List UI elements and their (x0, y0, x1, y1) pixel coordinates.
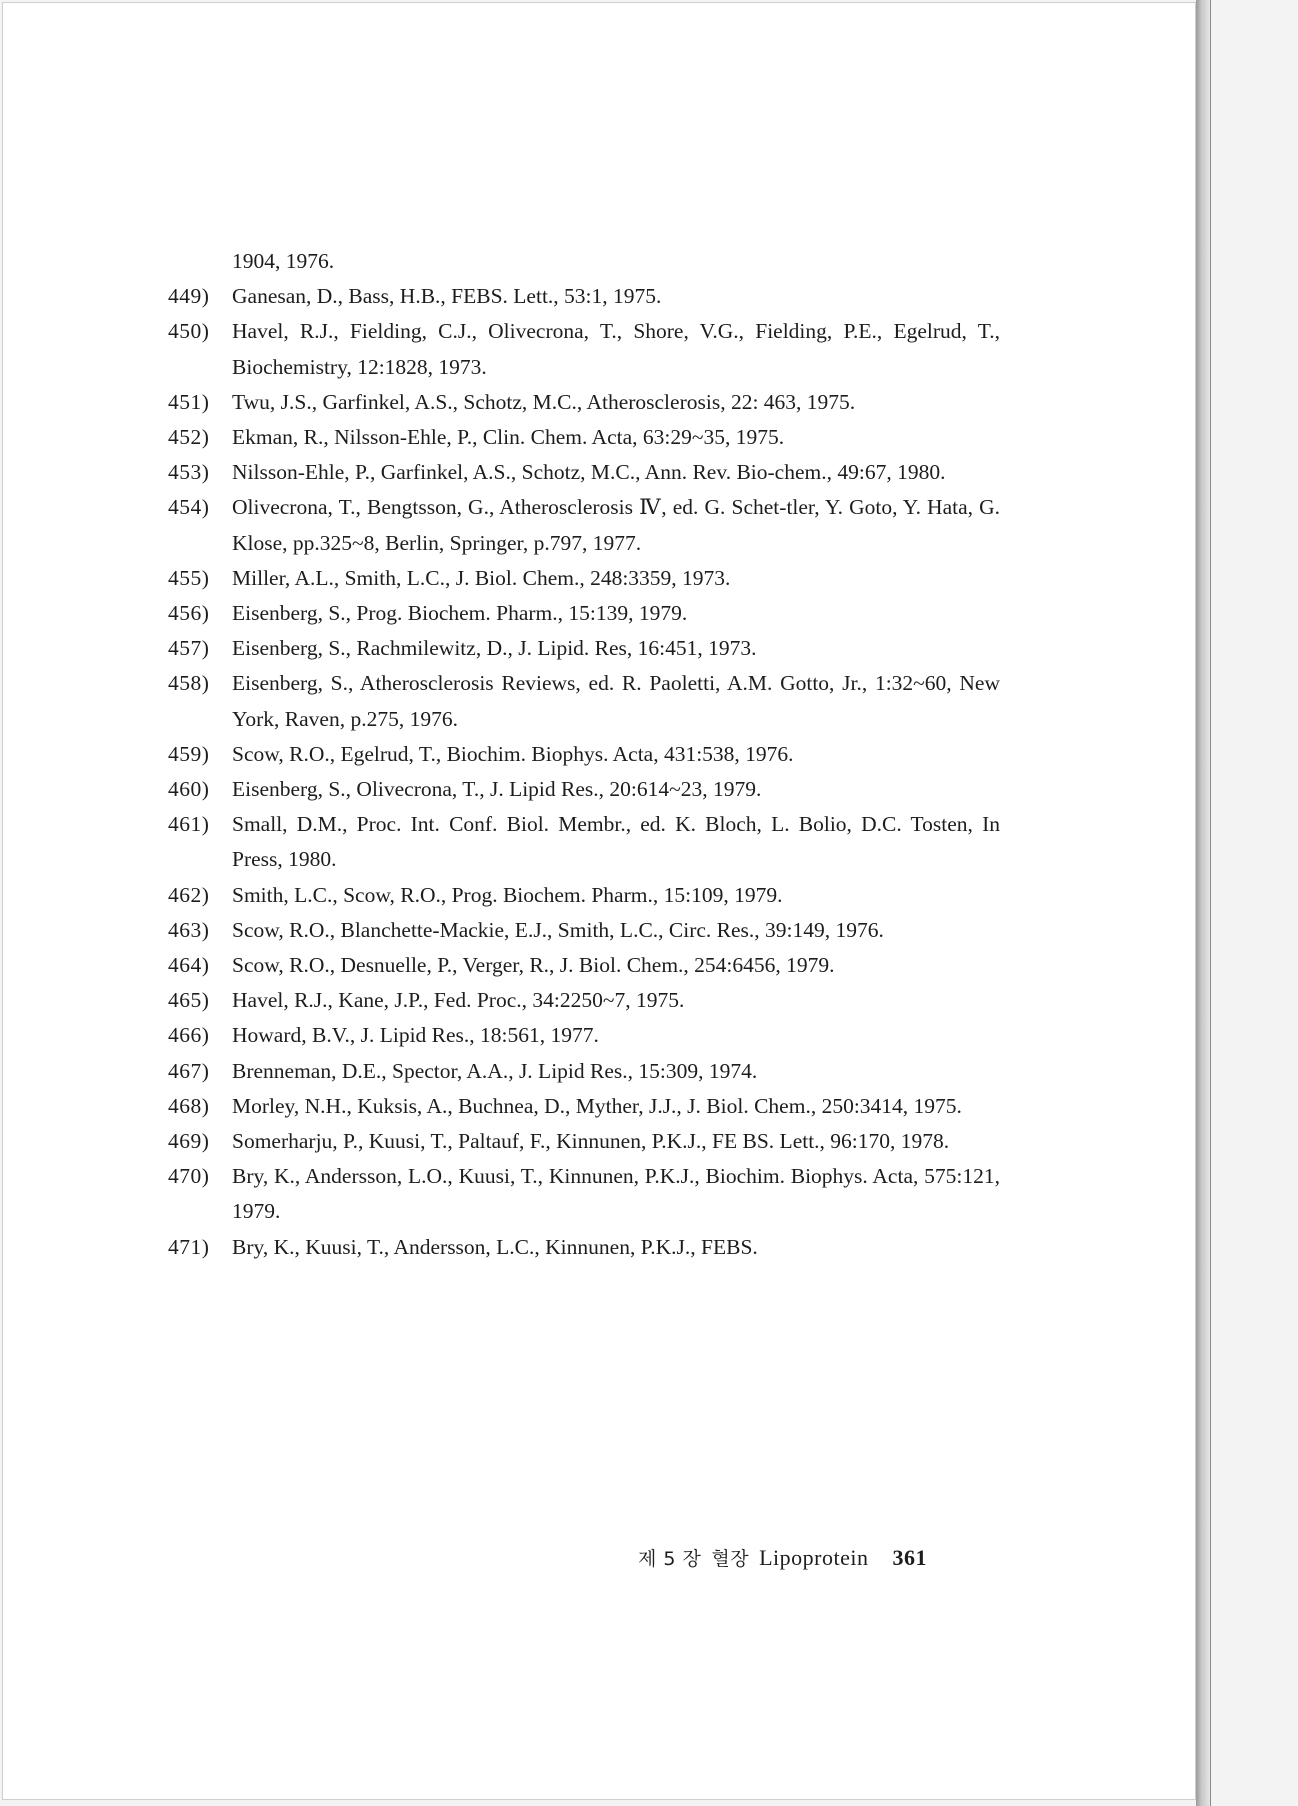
reference-number: 460) (168, 777, 210, 802)
reference-item (168, 1159, 1000, 1229)
reference-number: 467) (168, 1058, 210, 1083)
reference-item (168, 1054, 1000, 1089)
reference-item (168, 596, 1000, 631)
reference-item (168, 1124, 1000, 1159)
reference-number: 458) (168, 671, 210, 696)
reference-item (168, 1230, 1000, 1265)
reference-item (168, 279, 1000, 314)
reference-number: 449) (168, 284, 210, 309)
reference-number: 450) (168, 319, 210, 344)
page-footer (638, 1544, 927, 1571)
reference-text: Scow, R.O., Blanchette-Mackie, E.J., Smith, L.C., Circ. Res., 39:149, 1976. (232, 917, 884, 942)
page-number: 361 (892, 1545, 927, 1570)
reference-number: 470) (168, 1164, 210, 1189)
footer-chapter: 제 5 장 (638, 1548, 702, 1570)
reference-item (168, 244, 1000, 279)
reference-text: Havel, R.J., Fielding, C.J., Olivecrona, T., Shore, V.G., Fielding, P.E., Egelrud, T., Biochemistry, 12:1828, 1973. (232, 319, 1000, 379)
reference-number: 462) (168, 882, 210, 907)
reference-item (168, 385, 1000, 420)
reference-number: 471) (168, 1234, 210, 1259)
reference-text: Miller, A.L., Smith, L.C., J. Biol. Chem., 248:3359, 1973. (232, 565, 731, 590)
reference-number: 454) (168, 495, 210, 520)
reference-item (168, 1018, 1000, 1053)
reference-item (168, 772, 1000, 807)
reference-text: Bry, K., Kuusi, T., Andersson, L.C., Kinnunen, P.K.J., FEBS. (232, 1234, 758, 1259)
reference-number: 469) (168, 1129, 210, 1154)
reference-number: 459) (168, 741, 210, 766)
reference-text: Scow, R.O., Egelrud, T., Biochim. Biophys. Acta, 431:538, 1976. (232, 741, 794, 766)
reference-item (168, 561, 1000, 596)
reference-item (168, 983, 1000, 1018)
reference-text: 1904, 1976. (232, 249, 335, 273)
reference-number: 463) (168, 917, 210, 942)
reference-item (168, 314, 1000, 384)
reference-item (168, 490, 1000, 560)
reference-number: 457) (168, 636, 210, 661)
reference-item (168, 807, 1000, 877)
reference-item (168, 1089, 1000, 1124)
reference-number: 453) (168, 460, 210, 485)
reference-number: 455) (168, 565, 210, 590)
reference-number: 468) (168, 1093, 210, 1118)
reference-item (168, 737, 1000, 772)
reference-item (168, 913, 1000, 948)
reference-text: Smith, L.C., Scow, R.O., Prog. Biochem. Pharm., 15:109, 1979. (232, 882, 783, 907)
reference-number: 461) (168, 812, 210, 837)
page-edge-shadow (1196, 0, 1211, 1806)
reference-text: Eisenberg, S., Atherosclerosis Reviews, ed. R. Paoletti, A.M. Gotto, Jr., 1:32~60, New York, Raven, p.275, 1976. (232, 671, 1000, 731)
reference-text: Small, D.M., Proc. Int. Conf. Biol. Membr., ed. K. Bloch, L. Bolio, D.C. Tosten, In Press, 1980. (232, 812, 1000, 872)
reference-text: Morley, N.H., Kuksis, A., Buchnea, D., Myther, J.J., J. Biol. Chem., 250:3414, 1975. (232, 1093, 962, 1118)
reference-text: Eisenberg, S., Rachmilewitz, D., J. Lipid. Res, 16:451, 1973. (232, 636, 757, 661)
reference-number: 456) (168, 601, 210, 626)
reference-item (168, 878, 1000, 913)
reference-text: Olivecrona, T., Bengtsson, G., Atherosclerosis Ⅳ, ed. G. Schet-tler, Y. Goto, Y. Hata, G. Klose, pp.325~8, Berlin, Springer, p.797, 1977. (232, 495, 1000, 555)
reference-text: Bry, K., Andersson, L.O., Kuusi, T., Kinnunen, P.K.J., Biochim. Biophys. Acta, 575:121, 1979. (232, 1164, 1000, 1224)
footer-topic: Lipoprotein (759, 1545, 869, 1570)
reference-text: Eisenberg, S., Olivecrona, T., J. Lipid Res., 20:614~23, 1979. (232, 777, 762, 802)
reference-text: Brenneman, D.E., Spector, A.A., J. Lipid Res., 15:309, 1974. (232, 1058, 758, 1083)
footer-section: 혈장 (711, 1548, 750, 1570)
reference-item (168, 455, 1000, 490)
reference-text: Nilsson-Ehle, P., Garfinkel, A.S., Schotz, M.C., Ann. Rev. Bio-chem., 49:67, 1980. (232, 460, 946, 485)
reference-number: 452) (168, 425, 210, 450)
reference-text: Howard, B.V., J. Lipid Res., 18:561, 1977. (232, 1023, 599, 1048)
reference-text: Somerharju, P., Kuusi, T., Paltauf, F., Kinnunen, P.K.J., FE BS. Lett., 96:170, 1978. (232, 1129, 950, 1154)
reference-text: Eisenberg, S., Prog. Biochem. Pharm., 15:139, 1979. (232, 601, 688, 626)
reference-number: 465) (168, 988, 210, 1013)
reference-item (168, 420, 1000, 455)
reference-item (168, 631, 1000, 666)
reference-item (168, 666, 1000, 736)
reference-number: 466) (168, 1023, 210, 1048)
reference-text: Twu, J.S., Garfinkel, A.S., Schotz, M.C., Atherosclerosis, 22: 463, 1975. (232, 389, 856, 414)
reference-text: Ganesan, D., Bass, H.B., FEBS. Lett., 53:1, 1975. (232, 284, 662, 309)
reference-text: Scow, R.O., Desnuelle, P., Verger, R., J. Biol. Chem., 254:6456, 1979. (232, 953, 835, 978)
reference-item (168, 948, 1000, 983)
reference-number: 451) (168, 389, 210, 414)
reference-text: Ekman, R., Nilsson-Ehle, P., Clin. Chem. Acta, 63:29~35, 1975. (232, 425, 785, 450)
reference-list (168, 244, 1000, 1265)
reference-number: 464) (168, 953, 210, 978)
reference-text: Havel, R.J., Kane, J.P., Fed. Proc., 34:2250~7, 1975. (232, 988, 685, 1013)
